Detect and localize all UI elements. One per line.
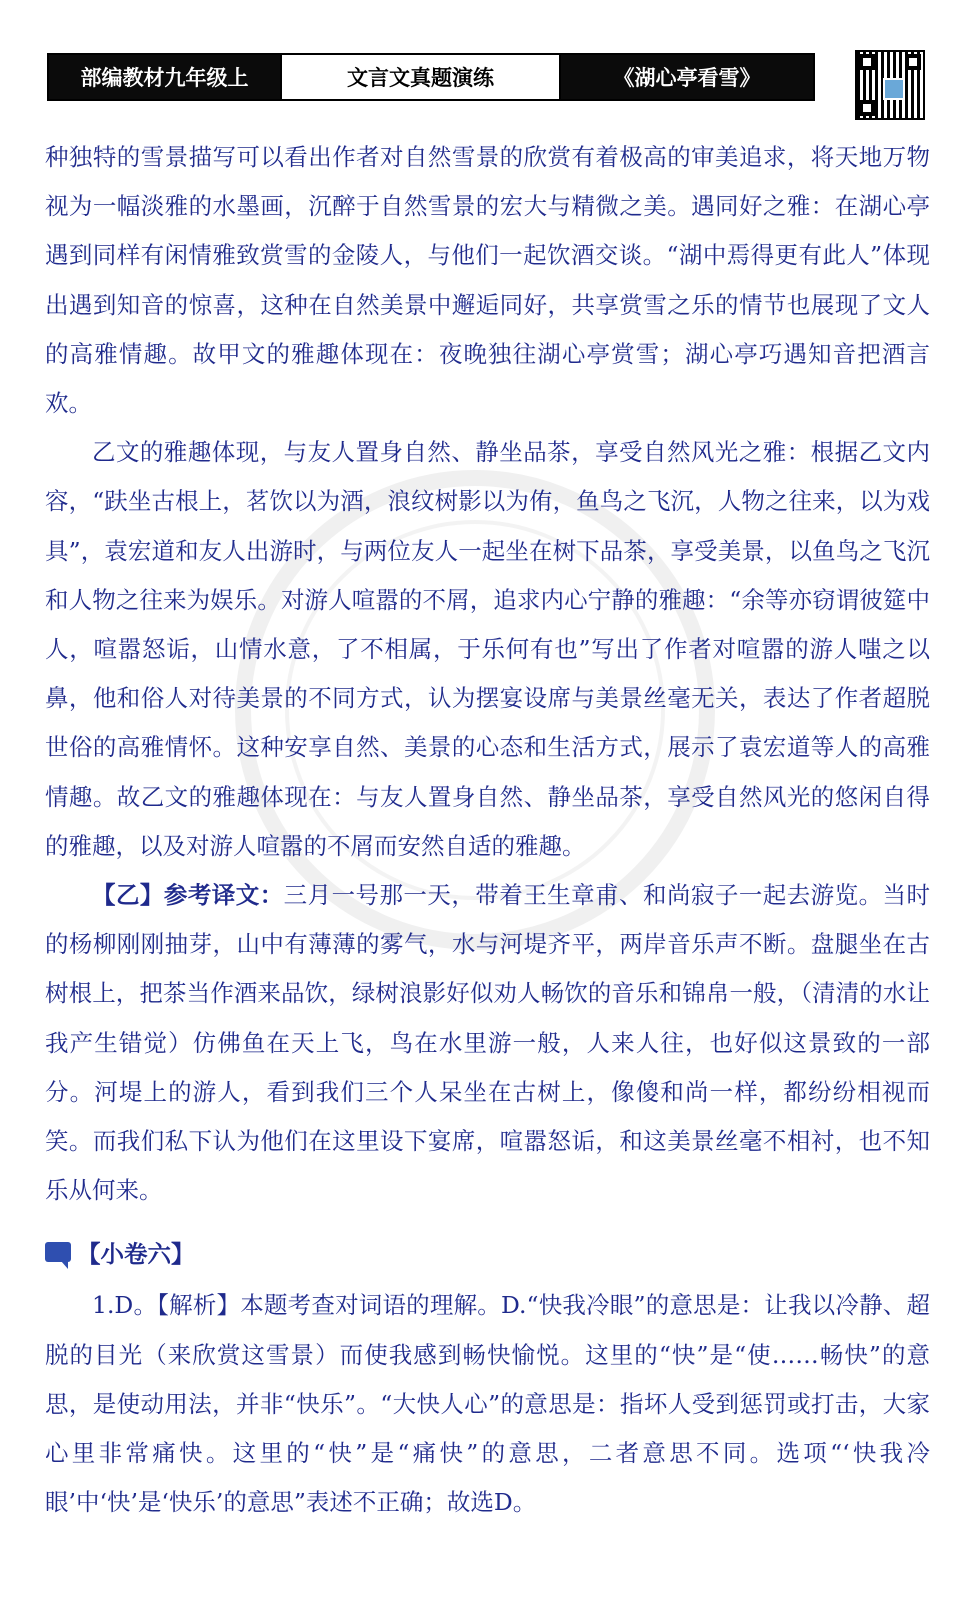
translation-label: 【乙】参考译文： [92,881,284,910]
paragraph-analysis-jia: 种独特的雪景描写可以看出作者对自然雪景的欣赏有着极高的审美追求，将天地万物视为一幅淡雅的水墨画，沉醉于自然雪景的宏大与精微之美。遇同好之雅：在湖心亭遇到同样有闲情雅致赏雪的金陵人，与他们一起饮酒交谈。“湖中焉得更有此人”体现出遇到知音的惊喜，这种在自然美景中邂逅同好，共享赏雪之乐的情节也展现了文人的高雅情趣。故甲文的雅趣体现在：夜晚独往湖心亭赏雪；湖心亭巧遇知音把酒言欢。 [45,143,930,418]
paragraph-translation [45,871,930,1215]
translation-text: 三月一号那一天，带着王生章甫、和尚寂子一起去游览。当时的杨柳刚刚抽芽，山中有薄薄的雾气，水与河堤齐平，两岸音乐声不断。盘腿坐在古树根上，把茶当作酒来品饮，绿树浪影好似劝人畅饮的音乐和锦帛一般，（清清的水让我产生错觉）仿佛鱼在天上飞，鸟在水里游一般，人来人往，也好似这景致的一部分。河堤上的游人，看到我们三个人呆坐在古树上，像傻和尚一样，都纷纷相视而笑。而我们私下认为他们在这里设下宴席，喧嚣怒诟，和这美景丝毫不相衬，也不知乐从何来。 [45,881,931,1205]
qr-corner-marker [859,100,875,116]
qr-center-logo [883,78,905,100]
header-lesson: 《湖心亭看雪》 [561,55,813,99]
section-title: 【小卷六】 [77,1240,195,1269]
chat-bubble-icon [45,1242,71,1262]
header-grade: 部编教材九年级上 [49,55,280,99]
paragraph-analysis-yi: 乙文的雅趣体现，与友人置身自然、静坐品茶，享受自然风光之雅：根据乙文内容，“趺坐古根上，茗饮以为酒，浪纹树影以为侑，鱼鸟之飞沉，人物之往来，以为戏具”，袁宏道和友人出游时，与两位友人一起坐在树下品茶，享受美景，以鱼鸟之飞沉和人物之往来为娱乐。对游人喧嚣的不屑，追求内心宁静的雅趣：“余等亦窃谓彼筵中人，喧嚣怒诟，山情水意，了不相属，于乐何有也”写出了作者对喧嚣的游人嗤之以鼻，他和俗人对待美景的不同方式，认为摆宴设席与美景丝毫无关，表达了作者超脱世俗的高雅情怀。这种安享自然、美景的心态和生活方式，展示了袁宏道等人的高雅情趣。故乙文的雅趣体现在：与友人置身自然、静坐品茶，享受自然风光的悠闲自得的雅趣，以及对游人喧嚣的不屑而安然自适的雅趣。 [45,438,930,860]
section-header [45,1223,930,1281]
header-title: 文言文真题演练 [280,55,561,99]
main-content [45,133,930,1527]
qr-code-icon [855,50,925,120]
paragraph-answer-1: 1.D。【解析】本题考查对词语的理解。D.“快我冷眼”的意思是：让我以冷静、超脱的目光（来欣赏这雪景）而使我感到畅快愉悦。这里的“快”是“使……畅快”的意思，是使动用法，并非“快乐”。“大快人心”的意思是：指坏人受到惩罚或打击，大家心里非常痛快。这里的“快”是“痛快”的意思，二者意思不同。选项“‘快我冷眼’中‘快’是‘快乐’的意思”表述不正确；故选D。 [45,1291,930,1517]
page-header [47,53,815,101]
